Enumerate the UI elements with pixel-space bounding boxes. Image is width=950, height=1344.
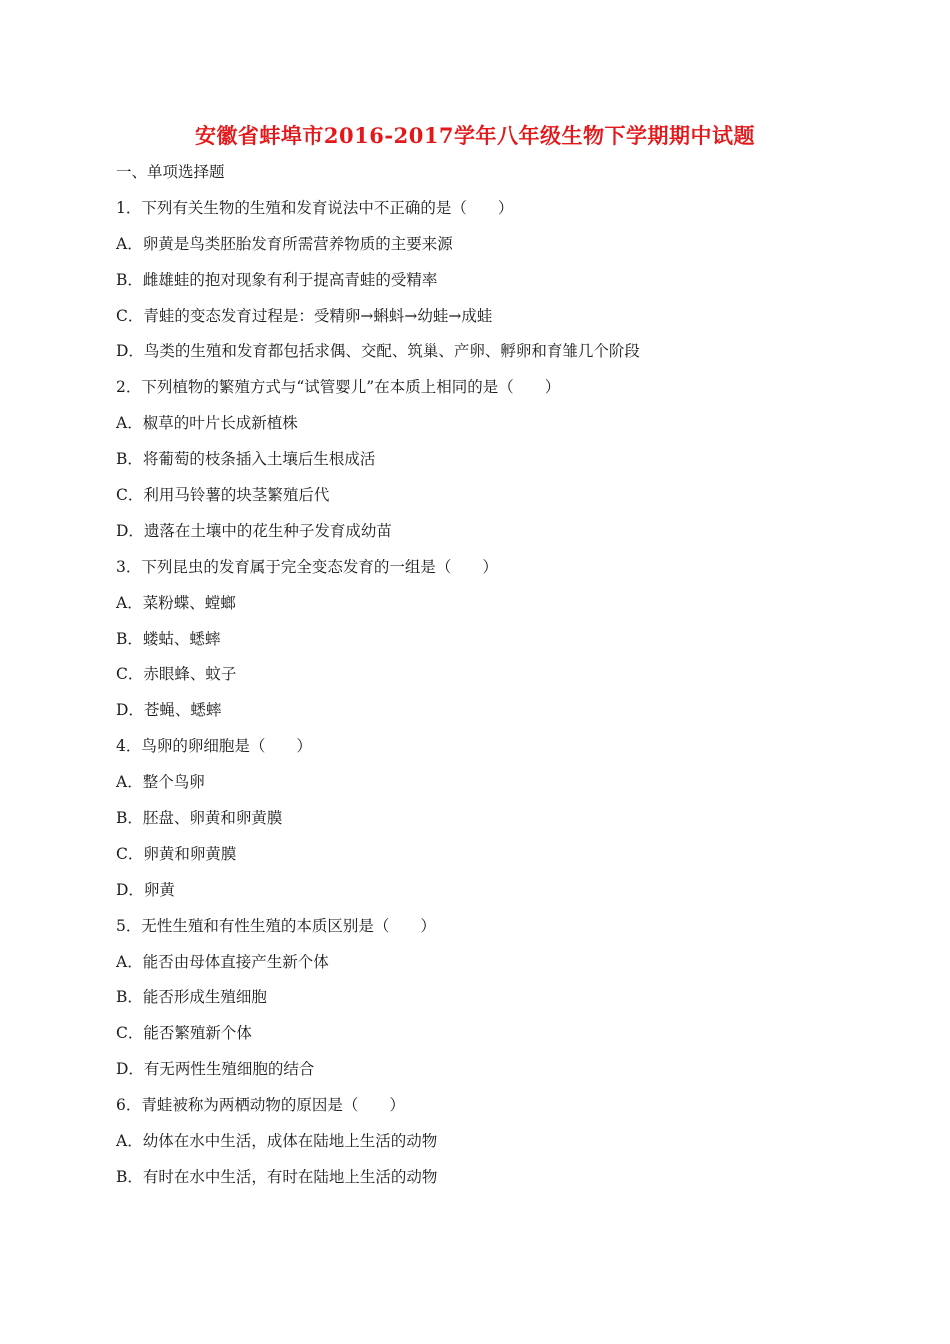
question-5-stem: 5．无性生殖和有性生殖的本质区别是（ ） (116, 916, 436, 935)
question-4-option-a: A．整个鸟卵 (116, 773, 205, 792)
question-3-option-c: C．赤眼蜂、蚊子 (116, 665, 237, 684)
question-5-option-c: C．能否繁殖新个体 (116, 1024, 252, 1043)
question-6-option-a: A．幼体在水中生活，成体在陆地上生活的动物 (116, 1132, 438, 1151)
question-1-option-b: B．雌雄蛙的抱对现象有利于提高青蛙的受精率 (116, 270, 438, 289)
question-1-option-c: C．青蛙的变态发育过程是：受精卵→蝌蚪→幼蛙→成蛙 (116, 306, 493, 325)
question-2-option-c: C．利用马铃薯的块茎繁殖后代 (116, 486, 330, 505)
question-1-stem: 1．下列有关生物的生殖和发育说法中不正确的是（ ） (116, 198, 514, 217)
question-list (116, 160, 876, 1201)
question-4-option-b: B．胚盘、卵黄和卵黄膜 (116, 809, 283, 828)
section-heading: 一、单项选择题 (116, 163, 225, 181)
question-1-option-d: D．鸟类的生殖和发育都包括求偶、交配、筑巢、产卵、孵卵和育雏几个阶段 (116, 342, 640, 361)
question-6-option-b: B．有时在水中生活，有时在陆地上生活的动物 (116, 1167, 438, 1186)
question-2-stem: 2．下列植物的繁殖方式与“试管婴儿”在本质上相同的是（ ） (116, 378, 561, 397)
question-2-option-a: A．椒草的叶片长成新植株 (116, 414, 298, 433)
question-1-option-a: A．卵黄是鸟类胚胎发育所需营养物质的主要来源 (116, 234, 453, 253)
question-3-stem: 3．下列昆虫的发育属于完全变态发育的一组是（ ） (116, 557, 498, 576)
question-4-option-d: D．卵黄 (116, 880, 175, 899)
question-4-stem: 4．鸟卵的卵细胞是（ ） (116, 737, 312, 756)
question-5-option-a: A．能否由母体直接产生新个体 (116, 952, 329, 971)
question-6-stem: 6．青蛙被称为两栖动物的原因是（ ） (116, 1096, 405, 1115)
question-3-option-b: B．蝼蛄、蟋蟀 (116, 629, 221, 648)
question-2-option-b: B．将葡萄的枝条插入土壤后生根成活 (116, 450, 376, 469)
question-2-option-d: D．遗落在土壤中的花生种子发育成幼苗 (116, 521, 392, 540)
document-title: 安徽省蚌埠市2016-2017学年八年级生物下学期期中试题 (194, 123, 756, 148)
question-3-option-d: D．苍蝇、蟋蟀 (116, 701, 222, 720)
question-5-option-b: B．能否形成生殖细胞 (116, 988, 267, 1007)
question-4-option-c: C．卵黄和卵黄膜 (116, 844, 237, 863)
question-3-option-a: A．菜粉蝶、螳螂 (116, 593, 236, 612)
question-5-option-d: D．有无两性生殖细胞的结合 (116, 1060, 315, 1079)
